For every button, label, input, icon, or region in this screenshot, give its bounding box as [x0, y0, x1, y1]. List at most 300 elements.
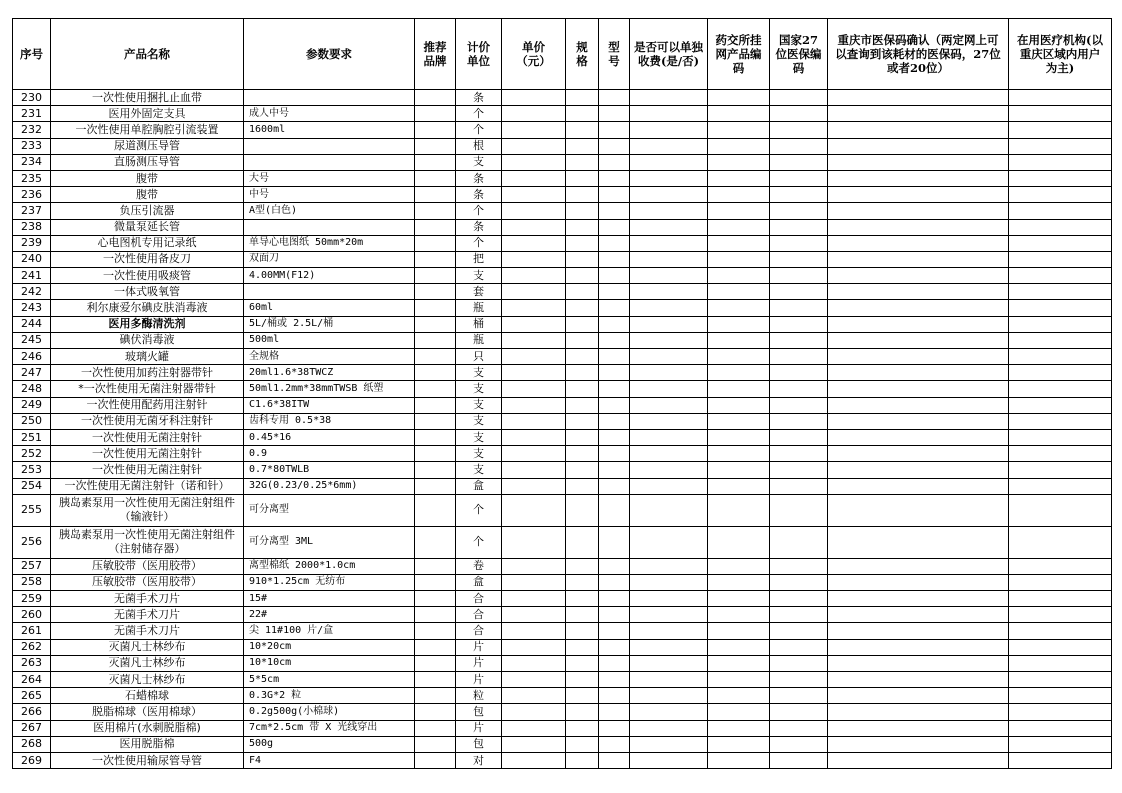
recommended-brand-cell	[415, 607, 456, 623]
pricing-unit-cell: 个	[456, 122, 502, 138]
unit-price-cell	[502, 672, 566, 688]
header-row	[13, 19, 1112, 90]
recommended-brand-cell	[415, 655, 456, 671]
pricing-unit-cell: 片	[456, 672, 502, 688]
national-code-cell	[770, 251, 828, 267]
in-use-institutions-cell	[1009, 381, 1112, 397]
col-header-price: 单价（元）	[502, 19, 566, 90]
unit-price-cell	[502, 752, 566, 768]
specification-cell	[566, 494, 599, 526]
pricing-unit-cell: 合	[456, 607, 502, 623]
national-code-cell	[770, 268, 828, 284]
recommended-brand-cell	[415, 752, 456, 768]
unit-price-cell	[502, 591, 566, 607]
recommended-brand-cell	[415, 284, 456, 300]
separate-charge-cell	[630, 655, 708, 671]
col-header-unit: 计价单位	[456, 19, 502, 90]
recommended-brand-cell	[415, 219, 456, 235]
model-cell	[599, 526, 630, 558]
table-row	[13, 655, 1112, 671]
table-row	[13, 752, 1112, 768]
in-use-institutions-cell	[1009, 639, 1112, 655]
unit-price-cell	[502, 349, 566, 365]
pricing-unit-cell: 把	[456, 251, 502, 267]
separate-charge-cell	[630, 154, 708, 170]
unit-price-cell	[502, 235, 566, 251]
exchange-code-cell	[708, 316, 770, 332]
chongqing-code-cell	[828, 429, 1009, 445]
exchange-code-cell	[708, 154, 770, 170]
in-use-institutions-cell	[1009, 154, 1112, 170]
exchange-code-cell	[708, 720, 770, 736]
recommended-brand-cell	[415, 235, 456, 251]
exchange-code-cell	[708, 381, 770, 397]
chongqing-code-cell	[828, 154, 1009, 170]
pricing-unit-cell: 个	[456, 203, 502, 219]
national-code-cell	[770, 704, 828, 720]
pricing-unit-cell: 个	[456, 526, 502, 558]
table-row	[13, 607, 1112, 623]
recommended-brand-cell	[415, 203, 456, 219]
col-header-model: 型号	[599, 19, 630, 90]
exchange-code-cell	[708, 429, 770, 445]
model-cell	[599, 752, 630, 768]
separate-charge-cell	[630, 494, 708, 526]
separate-charge-cell	[630, 413, 708, 429]
exchange-code-cell	[708, 574, 770, 590]
product-name-cell: 玻璃火罐	[51, 349, 244, 365]
separate-charge-cell	[630, 316, 708, 332]
in-use-institutions-cell	[1009, 170, 1112, 186]
specification-cell	[566, 251, 599, 267]
recommended-brand-cell	[415, 413, 456, 429]
chongqing-code-cell	[828, 268, 1009, 284]
recommended-brand-cell	[415, 478, 456, 494]
model-cell	[599, 558, 630, 574]
row-number-cell: 256	[13, 526, 51, 558]
chongqing-code-cell	[828, 397, 1009, 413]
model-cell	[599, 639, 630, 655]
parameter-requirement-cell	[244, 154, 415, 170]
exchange-code-cell	[708, 672, 770, 688]
in-use-institutions-cell	[1009, 203, 1112, 219]
unit-price-cell	[502, 494, 566, 526]
product-name-cell: 石蜡棉球	[51, 688, 244, 704]
product-name-cell: 医用外固定支具	[51, 106, 244, 122]
chongqing-code-cell	[828, 639, 1009, 655]
exchange-code-cell	[708, 478, 770, 494]
product-name-cell: 微量泵延长管	[51, 219, 244, 235]
chongqing-code-cell	[828, 284, 1009, 300]
separate-charge-cell	[630, 268, 708, 284]
unit-price-cell	[502, 607, 566, 623]
unit-price-cell	[502, 154, 566, 170]
chongqing-code-cell	[828, 300, 1009, 316]
separate-charge-cell	[630, 219, 708, 235]
national-code-cell	[770, 413, 828, 429]
recommended-brand-cell	[415, 672, 456, 688]
chongqing-code-cell	[828, 381, 1009, 397]
parameter-requirement-cell: A型(白色)	[244, 203, 415, 219]
exchange-code-cell	[708, 688, 770, 704]
unit-price-cell	[502, 332, 566, 348]
separate-charge-cell	[630, 462, 708, 478]
pricing-unit-cell: 卷	[456, 558, 502, 574]
recommended-brand-cell	[415, 688, 456, 704]
specification-cell	[566, 688, 599, 704]
recommended-brand-cell	[415, 300, 456, 316]
unit-price-cell	[502, 623, 566, 639]
parameter-requirement-cell: 15#	[244, 591, 415, 607]
national-code-cell	[770, 349, 828, 365]
in-use-institutions-cell	[1009, 397, 1112, 413]
in-use-institutions-cell	[1009, 284, 1112, 300]
separate-charge-cell	[630, 138, 708, 154]
model-cell	[599, 219, 630, 235]
parameter-requirement-cell: 20ml1.6*38TWCZ	[244, 365, 415, 381]
product-name-cell: 腹带	[51, 170, 244, 186]
exchange-code-cell	[708, 235, 770, 251]
table-row	[13, 251, 1112, 267]
unit-price-cell	[502, 655, 566, 671]
pricing-unit-cell: 支	[456, 446, 502, 462]
table-row	[13, 494, 1112, 526]
chongqing-code-cell	[828, 349, 1009, 365]
specification-cell	[566, 138, 599, 154]
table-row	[13, 90, 1112, 106]
parameter-requirement-cell: 22#	[244, 607, 415, 623]
exchange-code-cell	[708, 138, 770, 154]
recommended-brand-cell	[415, 365, 456, 381]
unit-price-cell	[502, 90, 566, 106]
separate-charge-cell	[630, 332, 708, 348]
product-name-cell: 胰岛素泵用一次性使用无菌注射组件（输液针）	[51, 494, 244, 526]
recommended-brand-cell	[415, 122, 456, 138]
recommended-brand-cell	[415, 446, 456, 462]
parameter-requirement-cell: 齿科专用 0.5*38	[244, 413, 415, 429]
product-name-cell: 灭菌凡士林纱布	[51, 655, 244, 671]
national-code-cell	[770, 90, 828, 106]
parameter-requirement-cell: 0.3G*2 粒	[244, 688, 415, 704]
national-code-cell	[770, 170, 828, 186]
parameter-requirement-cell: 910*1.25cm 无纺布	[244, 574, 415, 590]
table-row	[13, 235, 1112, 251]
exchange-code-cell	[708, 349, 770, 365]
national-code-cell	[770, 526, 828, 558]
pricing-unit-cell: 条	[456, 219, 502, 235]
specification-cell	[566, 526, 599, 558]
unit-price-cell	[502, 429, 566, 445]
row-number-cell: 248	[13, 381, 51, 397]
national-code-cell	[770, 607, 828, 623]
row-number-cell: 262	[13, 639, 51, 655]
product-name-cell: 直肠测压导管	[51, 154, 244, 170]
product-name-cell: 压敏胶带（医用胶带）	[51, 574, 244, 590]
pricing-unit-cell: 对	[456, 752, 502, 768]
in-use-institutions-cell	[1009, 623, 1112, 639]
model-cell	[599, 607, 630, 623]
national-code-cell	[770, 672, 828, 688]
specification-cell	[566, 429, 599, 445]
table-row	[13, 332, 1112, 348]
chongqing-code-cell	[828, 623, 1009, 639]
exchange-code-cell	[708, 170, 770, 186]
model-cell	[599, 720, 630, 736]
exchange-code-cell	[708, 365, 770, 381]
specification-cell	[566, 381, 599, 397]
model-cell	[599, 736, 630, 752]
model-cell	[599, 90, 630, 106]
separate-charge-cell	[630, 607, 708, 623]
recommended-brand-cell	[415, 558, 456, 574]
in-use-institutions-cell	[1009, 138, 1112, 154]
parameter-requirement-cell: 大号	[244, 170, 415, 186]
in-use-institutions-cell	[1009, 316, 1112, 332]
model-cell	[599, 106, 630, 122]
national-code-cell	[770, 154, 828, 170]
national-code-cell	[770, 446, 828, 462]
in-use-institutions-cell	[1009, 688, 1112, 704]
unit-price-cell	[502, 688, 566, 704]
pricing-unit-cell: 支	[456, 413, 502, 429]
national-code-cell	[770, 138, 828, 154]
exchange-code-cell	[708, 268, 770, 284]
unit-price-cell	[502, 251, 566, 267]
specification-cell	[566, 268, 599, 284]
chongqing-code-cell	[828, 413, 1009, 429]
model-cell	[599, 268, 630, 284]
specification-cell	[566, 349, 599, 365]
recommended-brand-cell	[415, 251, 456, 267]
chongqing-code-cell	[828, 704, 1009, 720]
specification-cell	[566, 154, 599, 170]
model-cell	[599, 381, 630, 397]
product-name-cell: 无菌手术刀片	[51, 623, 244, 639]
specification-cell	[566, 187, 599, 203]
national-code-cell	[770, 623, 828, 639]
pricing-unit-cell: 只	[456, 349, 502, 365]
unit-price-cell	[502, 268, 566, 284]
exchange-code-cell	[708, 704, 770, 720]
product-name-cell: 一次性使用无菌注射针	[51, 429, 244, 445]
in-use-institutions-cell	[1009, 219, 1112, 235]
national-code-cell	[770, 478, 828, 494]
chongqing-code-cell	[828, 122, 1009, 138]
model-cell	[599, 688, 630, 704]
exchange-code-cell	[708, 187, 770, 203]
pricing-unit-cell: 个	[456, 494, 502, 526]
table-row	[13, 704, 1112, 720]
pricing-unit-cell: 合	[456, 623, 502, 639]
row-number-cell: 269	[13, 752, 51, 768]
table-row	[13, 138, 1112, 154]
table-row	[13, 122, 1112, 138]
specification-cell	[566, 235, 599, 251]
parameter-requirement-cell: 5L/桶或 2.5L/桶	[244, 316, 415, 332]
specification-cell	[566, 365, 599, 381]
in-use-institutions-cell	[1009, 300, 1112, 316]
model-cell	[599, 187, 630, 203]
specification-cell	[566, 122, 599, 138]
separate-charge-cell	[630, 558, 708, 574]
in-use-institutions-cell	[1009, 429, 1112, 445]
in-use-institutions-cell	[1009, 90, 1112, 106]
row-number-cell: 238	[13, 219, 51, 235]
in-use-institutions-cell	[1009, 122, 1112, 138]
pricing-unit-cell: 包	[456, 704, 502, 720]
in-use-institutions-cell	[1009, 607, 1112, 623]
in-use-institutions-cell	[1009, 365, 1112, 381]
col-header-exchange-code: 药交所挂网产品编码	[708, 19, 770, 90]
col-header-spec: 规格	[566, 19, 599, 90]
pricing-unit-cell: 粒	[456, 688, 502, 704]
model-cell	[599, 672, 630, 688]
unit-price-cell	[502, 558, 566, 574]
recommended-brand-cell	[415, 591, 456, 607]
model-cell	[599, 413, 630, 429]
col-header-chongqing-code: 重庆市医保码确认（两定网上可以查询到该耗材的医保码，27位或者20位）	[828, 19, 1009, 90]
exchange-code-cell	[708, 591, 770, 607]
national-code-cell	[770, 316, 828, 332]
parameter-requirement-cell: 32G(0.23/0.25*6mm)	[244, 478, 415, 494]
national-code-cell	[770, 381, 828, 397]
specification-cell	[566, 720, 599, 736]
row-number-cell: 231	[13, 106, 51, 122]
recommended-brand-cell	[415, 187, 456, 203]
product-name-cell: 一次性使用无菌注射针	[51, 446, 244, 462]
pricing-unit-cell: 支	[456, 462, 502, 478]
model-cell	[599, 478, 630, 494]
exchange-code-cell	[708, 219, 770, 235]
national-code-cell	[770, 591, 828, 607]
table-row	[13, 591, 1112, 607]
separate-charge-cell	[630, 170, 708, 186]
product-name-cell: 无菌手术刀片	[51, 607, 244, 623]
national-code-cell	[770, 300, 828, 316]
product-name-cell: 一次性使用无菌注射针（诺和针）	[51, 478, 244, 494]
chongqing-code-cell	[828, 494, 1009, 526]
chongqing-code-cell	[828, 462, 1009, 478]
separate-charge-cell	[630, 381, 708, 397]
product-name-cell: 胰岛素泵用一次性使用无菌注射组件（注射储存器）	[51, 526, 244, 558]
in-use-institutions-cell	[1009, 462, 1112, 478]
national-code-cell	[770, 122, 828, 138]
recommended-brand-cell	[415, 316, 456, 332]
national-code-cell	[770, 462, 828, 478]
separate-charge-cell	[630, 349, 708, 365]
separate-charge-cell	[630, 526, 708, 558]
separate-charge-cell	[630, 752, 708, 768]
row-number-cell: 245	[13, 332, 51, 348]
table-row	[13, 219, 1112, 235]
national-code-cell	[770, 688, 828, 704]
product-name-cell: 医用脱脂棉	[51, 736, 244, 752]
separate-charge-cell	[630, 478, 708, 494]
specification-cell	[566, 397, 599, 413]
exchange-code-cell	[708, 736, 770, 752]
product-name-cell: 灭菌凡士林纱布	[51, 672, 244, 688]
model-cell	[599, 574, 630, 590]
national-code-cell	[770, 752, 828, 768]
specification-cell	[566, 462, 599, 478]
specification-cell	[566, 90, 599, 106]
parameter-requirement-cell: 成人中号	[244, 106, 415, 122]
table-row	[13, 203, 1112, 219]
pricing-unit-cell: 根	[456, 138, 502, 154]
unit-price-cell	[502, 219, 566, 235]
pricing-unit-cell: 瓶	[456, 300, 502, 316]
recommended-brand-cell	[415, 90, 456, 106]
separate-charge-cell	[630, 397, 708, 413]
row-number-cell: 237	[13, 203, 51, 219]
national-code-cell	[770, 203, 828, 219]
parameter-requirement-cell: C1.6*38ITW	[244, 397, 415, 413]
chongqing-code-cell	[828, 591, 1009, 607]
chongqing-code-cell	[828, 736, 1009, 752]
unit-price-cell	[502, 462, 566, 478]
recommended-brand-cell	[415, 736, 456, 752]
pricing-unit-cell: 套	[456, 284, 502, 300]
row-number-cell: 263	[13, 655, 51, 671]
exchange-code-cell	[708, 623, 770, 639]
table-row	[13, 154, 1112, 170]
model-cell	[599, 623, 630, 639]
recommended-brand-cell	[415, 574, 456, 590]
recommended-brand-cell	[415, 138, 456, 154]
exchange-code-cell	[708, 462, 770, 478]
recommended-brand-cell	[415, 462, 456, 478]
col-header-national-code: 国家27位医保编码	[770, 19, 828, 90]
table-row	[13, 526, 1112, 558]
specification-cell	[566, 300, 599, 316]
table-body	[13, 90, 1112, 769]
unit-price-cell	[502, 138, 566, 154]
table-row	[13, 623, 1112, 639]
separate-charge-cell	[630, 639, 708, 655]
parameter-requirement-cell: 单导心电图纸 50mm*20m	[244, 235, 415, 251]
parameter-requirement-cell: 尖 11#100 片/盒	[244, 623, 415, 639]
row-number-cell: 258	[13, 574, 51, 590]
table-row	[13, 170, 1112, 186]
in-use-institutions-cell	[1009, 736, 1112, 752]
table-row	[13, 106, 1112, 122]
chongqing-code-cell	[828, 138, 1009, 154]
in-use-institutions-cell	[1009, 268, 1112, 284]
model-cell	[599, 122, 630, 138]
product-name-cell: 一次性使用单腔胸腔引流装置	[51, 122, 244, 138]
row-number-cell: 264	[13, 672, 51, 688]
chongqing-code-cell	[828, 106, 1009, 122]
in-use-institutions-cell	[1009, 704, 1112, 720]
pricing-unit-cell: 支	[456, 154, 502, 170]
specification-cell	[566, 219, 599, 235]
table-row	[13, 381, 1112, 397]
in-use-institutions-cell	[1009, 720, 1112, 736]
parameter-requirement-cell	[244, 219, 415, 235]
product-name-cell: 一次性使用无菌注射针	[51, 462, 244, 478]
unit-price-cell	[502, 639, 566, 655]
product-name-cell: 一次性使用吸痰管	[51, 268, 244, 284]
product-name-cell: 一次性使用捆扎止血带	[51, 90, 244, 106]
chongqing-code-cell	[828, 655, 1009, 671]
product-name-cell: *一次性使用无菌注射器带针	[51, 381, 244, 397]
row-number-cell: 232	[13, 122, 51, 138]
col-header-brand: 推荐品牌	[415, 19, 456, 90]
pricing-unit-cell: 支	[456, 397, 502, 413]
recommended-brand-cell	[415, 397, 456, 413]
specification-cell	[566, 639, 599, 655]
specification-cell	[566, 704, 599, 720]
